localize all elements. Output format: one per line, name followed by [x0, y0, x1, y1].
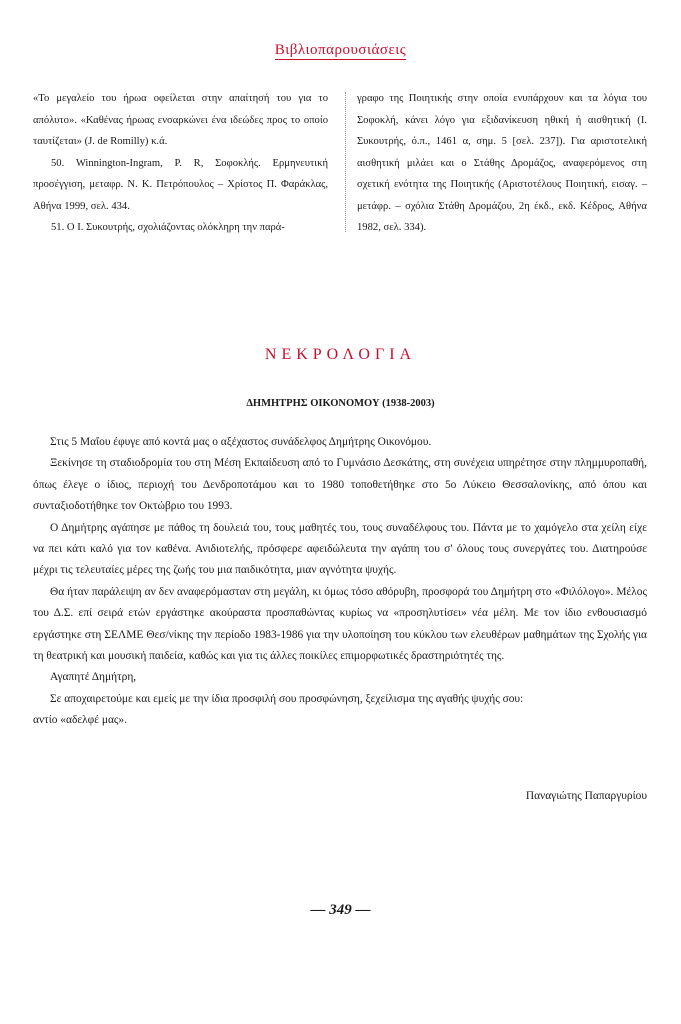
- obituary-closing: αντίο «αδελφέ μας».: [33, 714, 127, 727]
- column-divider: [345, 92, 346, 232]
- footnote-51-continuation: γραφο της Ποιητικής στην οποία ενυπάρχουν και τα λόγια του Σοφοκλή, κάνει λόγο για εξιδανίκευση ηθική ή αισθητική (Ι. Συκουτρής, ό.π., 1461 α, σημ. 5 [σελ. 237]). Για αριστοτελική αισθητική μιλάει και ο Στάθης Δρομάζος, αναφερόμενος στη σχετική ενότητα της Ποιητικής (Αριστοτέλους Ποιητική, εισαγ. – μετάφρ. – σχόλια Στάθη Δρομάζου, 2η έκδ., εκδ. Κέδρος, Αθήνα 1982, σελ. 334).: [357, 93, 647, 233]
- footnote-51: 51. Ο Ι. Συκουτρής, σχολιάζοντας ολόκληρη την παρά-: [51, 222, 285, 233]
- obituary-title: ΝΕΚΡΟΛΟΓΙΑ: [264, 346, 417, 363]
- obituary-body: [33, 432, 647, 732]
- footnote-49-continuation: «Το μεγαλείο του ήρωα οφείλεται στην απαίτησή του για το απόλυτο». «Καθένας ήρωας ενσαρκώνει ένα ιδεώδες προς το οποίο ταυτίζεται» (J. de Romilly) κ.ά.: [33, 93, 328, 147]
- obituary-subtitle: ΔΗΜΗΤΡΗΣ ΟΙΚΟΝΟΜΟΥ (1938-2003): [246, 398, 435, 409]
- page-number: — 349 —: [310, 902, 371, 918]
- notes-left-column: [33, 88, 328, 239]
- footnote-50: 50. Winnington-Ingram, P. R, Σοφοκλής. Ερμηνευτική προσέγγιση, μεταφρ. Ν. Κ. Πετρόπουλος – Χρίστος Π. Φαράκλας, Αθήνα 1999, σελ. 434.: [33, 157, 328, 212]
- obituary-paragraph: Σε αποχαιρετούμε και εμείς με την ίδια προσφιλή σου προσφώνηση, ξεχείλισμα της αγαθής ψυχής σου:: [50, 692, 524, 705]
- section-title: Βιβλιοπαρουσιάσεις: [274, 42, 407, 58]
- obituary-salutation: Αγαπητέ Δημήτρη,: [50, 671, 137, 684]
- obituary-paragraph: Στις 5 Μαΐου έφυγε από κοντά μας ο αξέχαστος συνάδελφος Δημήτρης Οικονόμου.: [50, 436, 432, 448]
- obituary-paragraph: Ξεκίνησε τη σταδιοδρομία του στη Μέση Εκπαίδευση από το Γυμνάσιο Δεσκάτης, στη συνέχεια υπηρέτησε στην πλημμυροπαθή, όπως έλεγε ο ίδιος, περιοχή του Δενδροποτάμου και το 1980 τοποθετήθηκε στο 5ο Λύκειο Θεσσαλονίκης, από όπου και συνταξιοδοτήθηκε τον Οκτώβριο του 1993.: [33, 457, 647, 513]
- obituary-paragraph: Θα ήταν παράλειψη αν δεν αναφερόμασταν στη μεγάλη, κι όμως τόσο αθόρυβη, προσφορά του Δημήτρη στο «Φιλόλογο». Μέλος του Δ.Σ. επί σειρά ετών εργάστηκε ακούραστα προσπαθώντας κυρίως να «προσηλυτίσει» νέα μέλη. Με τον ίδιο ενθουσιασμό εργάστηκε στη ΣΕΛΜΕ Θεσ/νίκης την περίοδο 1983-1986 για την υλοποίηση του κύκλου των ελευθέρων μαθημάτων της Σχολής για τη θεατρική και μουσική παιδεία, καθώς και για τις άλλες ποικίλες επιμορφωτικές δραστηριότητές της.: [33, 585, 647, 663]
- notes-right-column: [357, 88, 647, 239]
- section-header: [0, 42, 681, 59]
- obituary-paragraph: Ο Δημήτρης αγάπησε με πάθος τη δουλειά του, τους μαθητές του, τους συναδέλφους του. Πάντα με το χαμόγελο στα χείλη είχε να πει κάτι καλό για τον καθένα. Ανιδιοτελής, πρόσφερε αφειδώλευτα την αγάπη του σ' όλους τους συνεργάτες του. Διατηρούσε μέχρι τις τελευταίες μέρες της ζωής του μια παιδικότητα, μιαν αγνότητα ψυχής.: [33, 521, 647, 577]
- obituary-signature: Παναγιώτης Παπαργυρίου: [525, 790, 647, 802]
